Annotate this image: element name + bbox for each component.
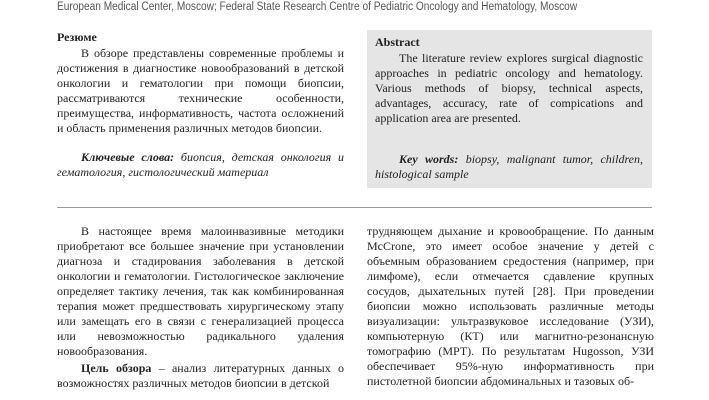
resume-keywords-label: Ключевые слова: — [81, 150, 175, 164]
body-paragraph-aim — [57, 361, 344, 391]
affiliation-line: European Medical Center, Moscow; Federal State Research Centre of Pediatric Oncology and Hematology, Moscow — [57, 1, 578, 13]
resume-keywords — [57, 150, 344, 180]
body-left-column — [57, 224, 344, 391]
abstract-keywords — [375, 152, 643, 182]
abstract-heading: Abstract — [375, 35, 420, 49]
resume-keywords-text: биопсия, детская онкология и гематология, гистологический материал — [57, 150, 344, 179]
resume-heading: Резюме — [57, 30, 97, 44]
section-divider — [57, 207, 652, 208]
abstract-text: The literature review explores surgical diagnostic approaches in pediatric oncology and hematology. Various methods of biopsy, technical aspects, advantages, accuracy, rate of compications and application area are presented. — [375, 51, 643, 125]
abstract-box — [367, 30, 652, 188]
abstract-keywords-text: biopsy, malignant tumor, children, histological sample — [375, 152, 643, 181]
resume-section — [57, 30, 344, 180]
body-right-column — [367, 224, 654, 389]
body-paragraph-intro: В настоящее время малоинвазивные методики приобретают все большее значение при установлении диагноза и стадирования заболевания в детской онкологии и гематологии. Гистологическое заключение определяет тактику лечения, так как комбинированная терапия может предшествовать хирургическому этапу или замещать его в связи с генерализацией процесса или невозможностью радикального удаления новообразования. — [57, 224, 344, 358]
aim-label: Цель обзора — [81, 361, 152, 375]
abstract-keywords-label: Key words: — [399, 152, 459, 166]
aim-text: – анализ литературных данных о возможностях различных методов биопсии в детской — [57, 361, 344, 390]
resume-text: В обзоре представлены современные проблемы и достижения в диагностике новообразований в детской онкологии и гематологии при помощи биопсии, рассматриваются технические особенности, преимущества, информативность, частота осложнений и область применения различных методов биопсии. — [57, 46, 344, 135]
body-paragraph-right: трудняющем дыхание и кровообращение. По данным McCrone, это имеет особое значение у детей с объемным образованием средостения (например, при лимфоме), если отмечается сдавление крупных сосудов, дыхательных путей [28]. При проведении биопсии можно использовать различные методы визуализации: ультразвуковое исследование (УЗИ), компьютерную (КТ) или магнитно-резонансную томографию (МРТ). По результатам Hugosson, УЗИ обеспечивает 95%-ную информативность при пистолетной биопсии абдоминальных и тазовых об- — [367, 224, 654, 388]
